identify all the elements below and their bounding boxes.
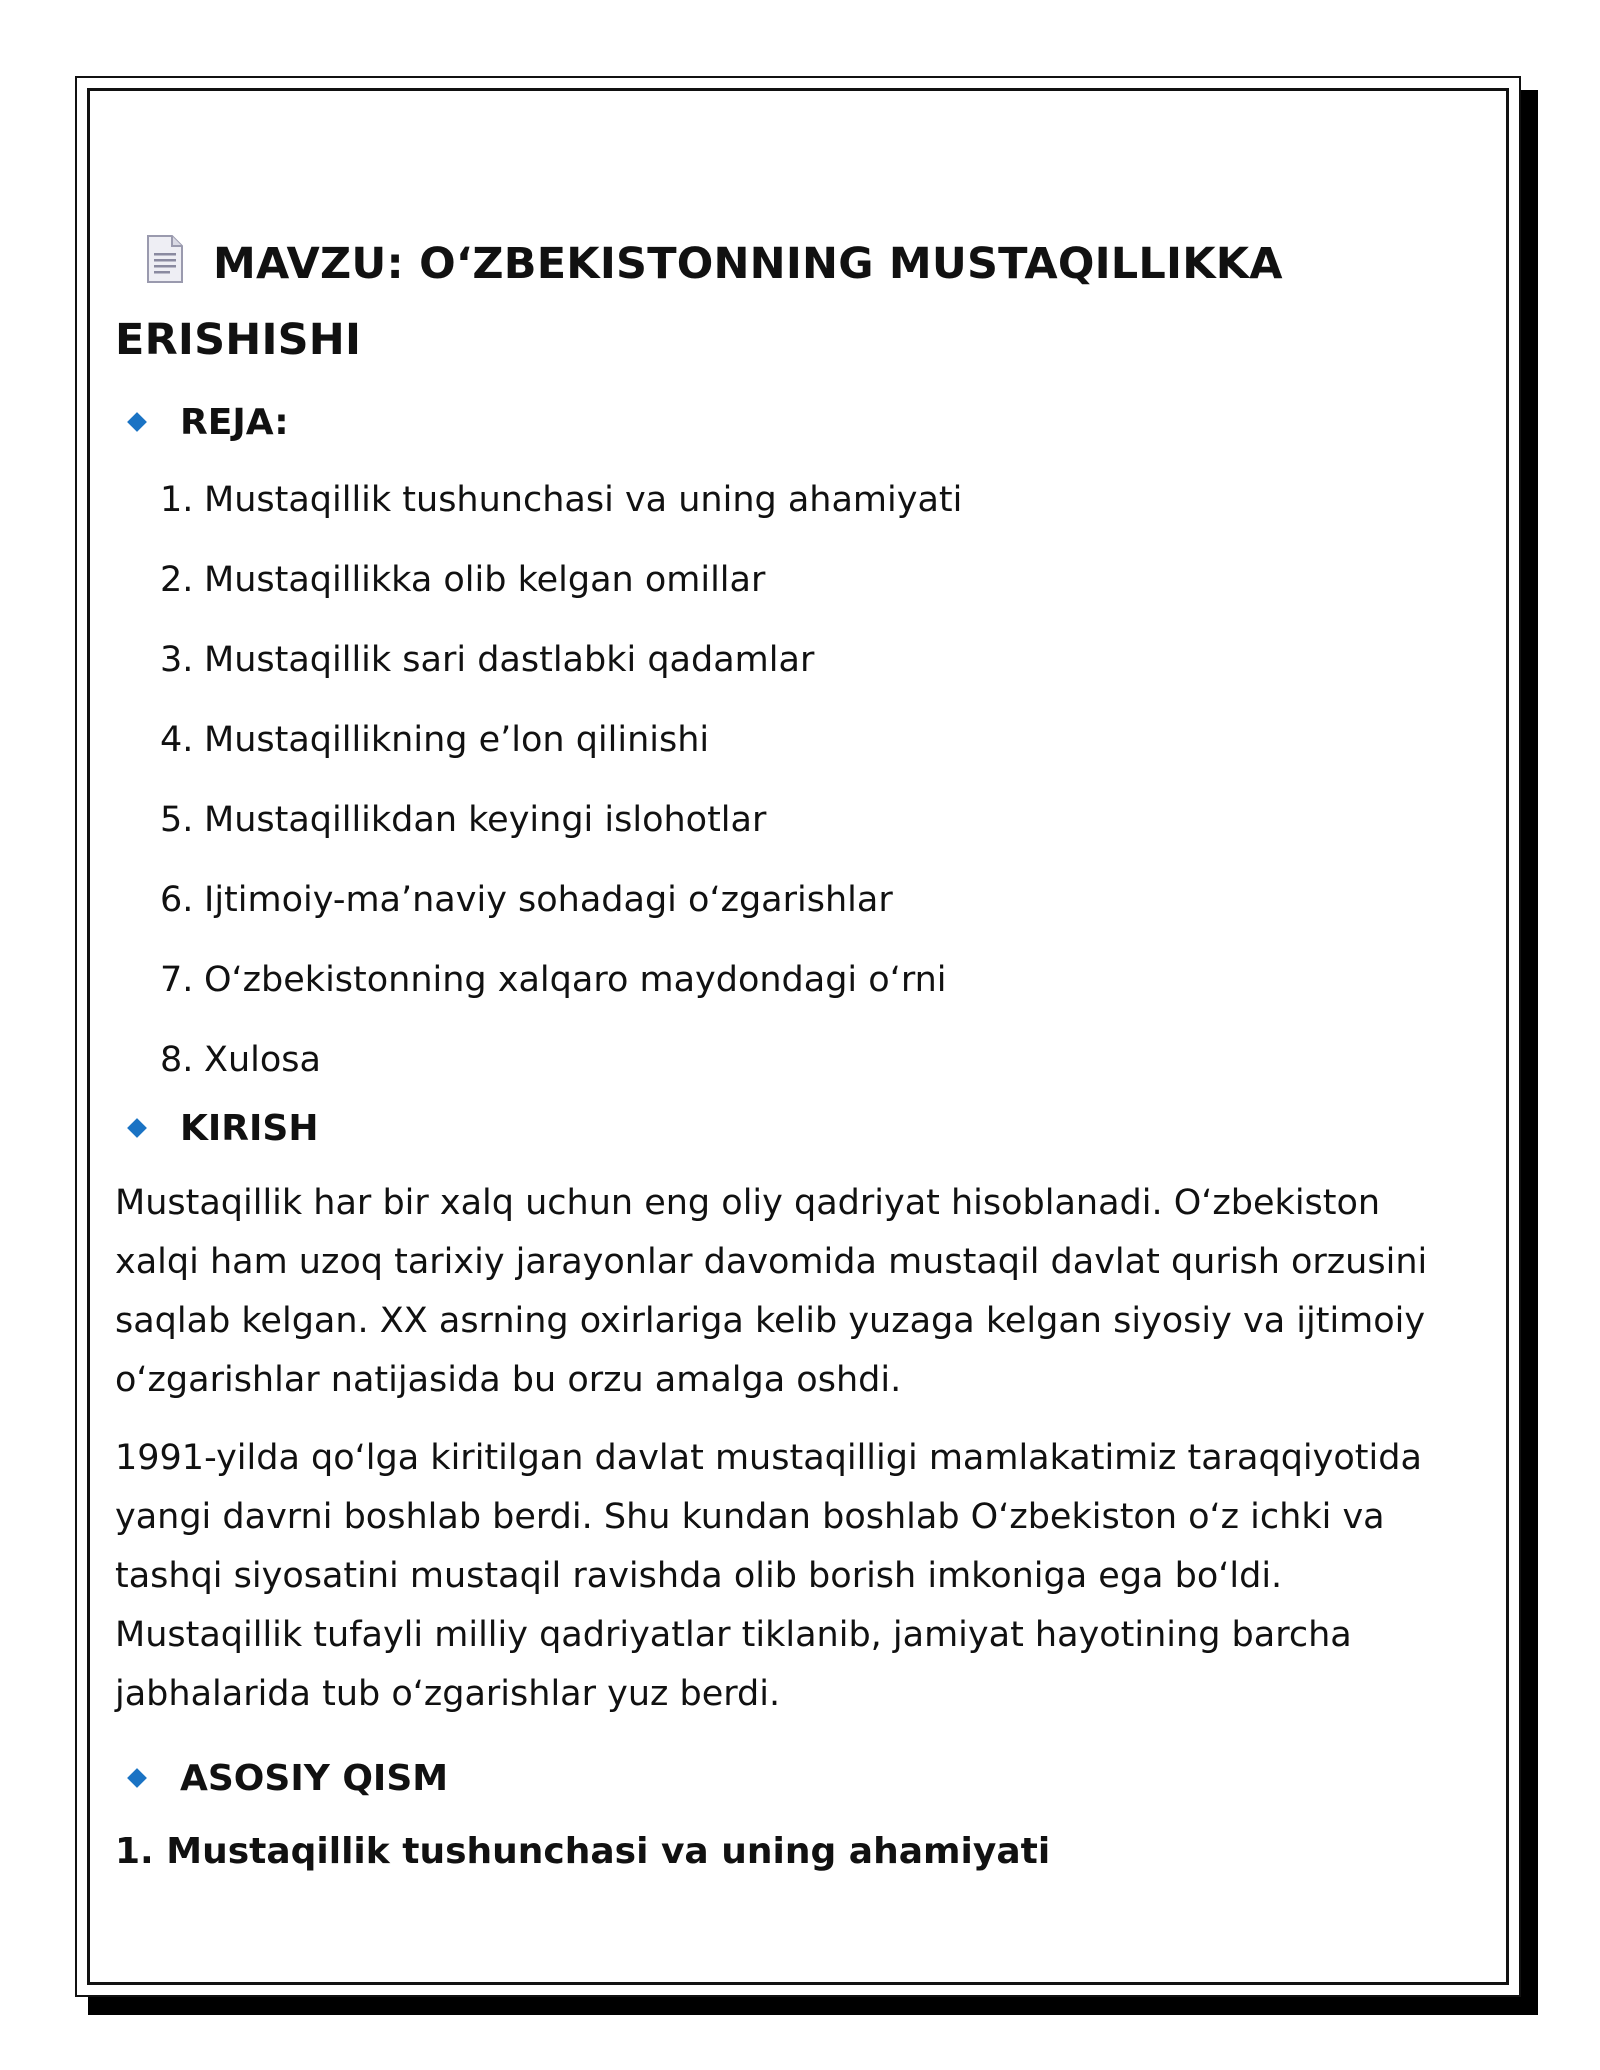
plan-item-text: Mustaqillikdan keyingi islohotlar <box>204 800 767 840</box>
main-heading-label: ASOSIY QISM <box>180 1757 449 1799</box>
plan-item-number: 6. <box>160 880 194 920</box>
document-content <box>115 226 1455 1876</box>
plan-heading-label: REJA: <box>180 401 289 443</box>
diamond-bullet-icon <box>127 412 147 432</box>
document-icon <box>145 232 185 282</box>
plan-item-number: 1. <box>160 480 194 520</box>
page-border <box>87 88 1509 1985</box>
plan-item-number: 4. <box>160 720 194 760</box>
plan-item-text: Mustaqillikka olib kelgan omillar <box>204 560 766 600</box>
plan-item <box>160 860 1455 940</box>
plan-item-number: 3. <box>160 640 194 680</box>
intro-paragraph-2: 1991-yilda qo‘lga kiritilgan davlat mustaqilligi mamlakatimiz taraqqiyotida yangi davrni boshlab berdi. Shu kundan boshlab O‘zbekiston o‘z ichki va tashqi siyosatini mustaqil ravishda olib borish imkoniga ega bo‘ldi. Mustaqillik tufayli milliy qadriyatlar tiklanib, jamiyat hayotining barcha jabhalarida tub o‘zgarishlar yuz berdi. <box>115 1438 1422 1714</box>
plan-item <box>160 780 1455 860</box>
plan-item-text: Xulosa <box>204 1040 321 1080</box>
main-heading <box>130 1754 1455 1802</box>
main-subheading: 1. Mustaqillik tushunchasi va uning ahamiyati <box>115 1831 1051 1872</box>
plan-item-number: 2. <box>160 560 194 600</box>
plan-item-text: Ijtimoiy-ma’naviy sohadagi o‘zgarishlar <box>204 880 893 920</box>
plan-item <box>160 700 1455 780</box>
plan-item-text: O‘zbekistonning xalqaro maydondagi o‘rni <box>204 960 947 1000</box>
intro-heading-label: KIRISH <box>180 1107 319 1149</box>
plan-item-number: 8. <box>160 1040 194 1080</box>
diamond-bullet-icon <box>127 1118 147 1138</box>
title-line-2: ERISHISHI <box>115 315 362 365</box>
document-title <box>115 226 1455 378</box>
plan-item-text: Mustaqillik tushunchasi va uning ahamiyati <box>204 480 963 520</box>
plan-item <box>160 540 1455 620</box>
plan-list <box>115 460 1455 1100</box>
plan-item <box>160 620 1455 700</box>
plan-item <box>160 1020 1455 1100</box>
plan-item-number: 7. <box>160 960 194 1000</box>
intro-heading <box>130 1104 1455 1152</box>
title-line-1: MAVZU: O‘ZBEKISTONNING MUSTAQILLIKKA <box>213 239 1283 289</box>
document-page <box>75 76 1521 1997</box>
plan-item <box>160 460 1455 540</box>
plan-heading <box>130 398 1455 446</box>
plan-item <box>160 940 1455 1020</box>
diamond-bullet-icon <box>127 1768 147 1788</box>
plan-item-number: 5. <box>160 800 194 840</box>
intro-paragraph-1: Mustaqillik har bir xalq uchun eng oliy qadriyat hisoblanadi. O‘zbekiston xalqi ham uzoq tarixiy jarayonlar davomida mustaqil davlat qurish orzusini saqlab kelgan. XX asrning oxirlariga kelib yuzaga kelgan siyosiy va ijtimoiy o‘zgarishlar natijasida bu orzu amalga oshdi. <box>115 1183 1428 1400</box>
plan-item-text: Mustaqillik sari dastlabki qadamlar <box>204 640 815 680</box>
plan-item-text: Mustaqillikning e’lon qilinishi <box>204 720 710 760</box>
